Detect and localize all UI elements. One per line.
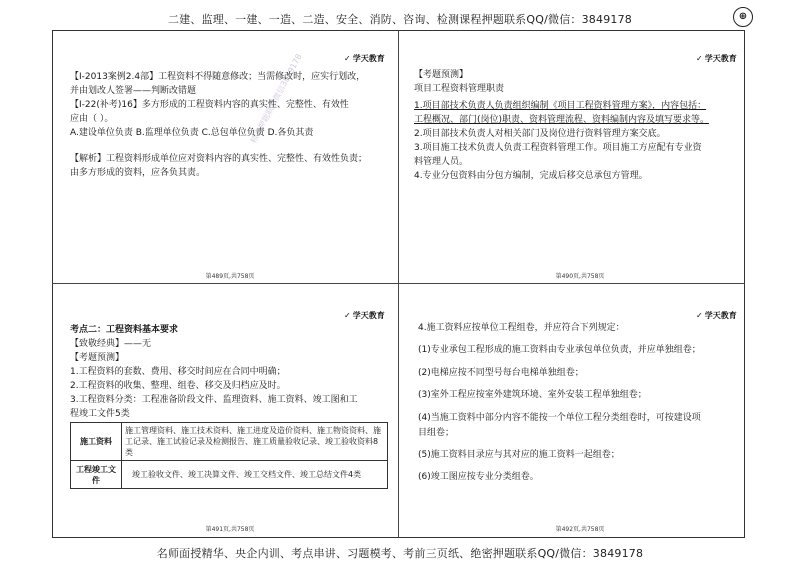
q4-line: (2)电梯应按不同型号每台电梯单独组卷； [418,367,584,378]
footer-banner: 名师面授精华、央企内训、考点串讲、习题模考、考前三页纸、绝密押题联系QQ/微信：3849178 [156,547,644,560]
q3-line: 【考题预测】 [70,353,125,363]
table-body-cell: 施工管理资料、施工技术资料、施工进度及造价资料、施工物资资料、施工记录、施工试验记录及检测报告、施工质量验收记录、竣工验收资料8类 [122,423,388,461]
q2-line: 料管理人员。 [414,157,469,167]
q4-line: 目组卷； [418,427,455,438]
q1-line: 【Ⅰ-22(补考)16】多方形成的工程资料内容的真实性、完整性、有效性 [70,100,349,110]
q4-line: (5)施工资料目录应与其对应的施工资料一起组卷； [418,449,620,460]
q4-line: (1)专业承包工程形成的施工资料由专业承包单位负责，并应单独组卷； [418,345,701,356]
table-head-cell: 工程竣工文件 [71,461,122,489]
brand-logo-text: 学天教育 [704,54,737,63]
vertical-divider [398,30,399,538]
table-row [71,423,388,461]
brand-logo [696,310,737,321]
q3-line: 1.工程资料的套数、费用、移交时间应在合同中明确； [70,367,286,377]
header-banner: 二建、监理、一建、一造、二造、安全、消防、咨询、检测课程押题联系QQ/微信：3849178 [167,13,632,26]
q3-line: 【致敬经典】——无 [70,339,152,349]
brand-mark-icon: ✓ [696,54,703,63]
brand-logo [696,53,737,64]
slide-q3 [70,323,390,489]
q3-heading: 考点二：工程资料基本要求 [70,325,179,335]
table-head-cell: 施工资料 [71,423,122,461]
slide-q1 [70,70,390,180]
q3-line: 3.工程资料分类：工程准备阶段文件、监理资料、施工资料、竣工图和工 [70,395,358,405]
q1-analysis: 【解析】工程资料形成单位应对资料内容的真实性、完整性、有效性负责； [70,154,368,164]
q4-line: (6)竣工图应按专业分类组卷。 [418,472,539,483]
q2-line: 1.项目部技术负责人负责组织编制《项目工程资料管理方案》，内容包括： [414,101,707,111]
brand-logo-text: 学天教育 [352,311,385,320]
q2-line: 2.项目部技术负责人对相关部门及岗位进行资料管理方案交底。 [414,129,666,139]
page-number: 第492页,共758页 [555,526,605,533]
brand-logo [344,53,385,64]
q4-line: 4.施工资料应按单位工程组卷，并应符合下列规定： [418,323,625,333]
q2-line: 【考题预测】 [414,70,469,80]
brand-logo-text: 学天教育 [704,311,737,320]
q1-line: 应由（ ）。 [70,114,114,124]
slide-q2 [414,68,734,183]
brand-mark-icon: ✓ [344,311,351,320]
q3-line: 2.工程资料的收集、整理、组卷、移交及归档应及时。 [70,381,286,391]
q1-line: 【Ⅰ-2013案例2.4部】工程资料不得随意修改；当需修改时，应实行划改， [70,72,366,82]
q2-line: 工程概况、部门(岗位)职责、资料管理流程、资料编制内容及填写要求等。 [414,115,710,125]
corner-logo-icon: ⊕ [733,7,753,27]
q3-line: 程竣工文件5类 [70,409,130,419]
page-number: 第491页,共758页 [205,526,255,533]
page-number: 第490页,共758页 [555,273,605,280]
brand-mark-icon: ✓ [344,54,351,63]
q4-line: (3)室外工程应按室外建筑环境、室外安装工程单独组卷； [418,390,647,401]
q1-analysis: 由多方形成的资料，应各负其责。 [70,168,206,178]
brand-logo-text: 学天教育 [352,54,385,63]
table-row [71,461,388,489]
brand-mark-icon: ✓ [696,311,703,320]
classification-table [70,422,388,489]
page-number: 第489页,共758页 [205,273,255,280]
q2-line: 3.项目施工技术负责人负责工程资料管理工作。项目施工方应配有专业资 [414,143,702,153]
brand-logo [344,310,385,321]
q1-line: 并由划改人签署——判断改错题 [70,86,197,96]
watermark: 精准押题联系微信3849178 [248,52,304,145]
q4-line: (4)当施工资料中部分内容不能按一个单位工程分类组卷时，可按建设项 [418,412,701,423]
q2-line: 4.专业分包资料由分包方编制，完成后移交总承包方管理。 [414,171,648,181]
slide-q4 [418,322,738,494]
table-body-cell: 竣工验收文件、竣工决算文件、竣工交档文件、竣工总结文件4类 [122,461,388,489]
horizontal-divider [52,283,745,284]
q2-line: 项目工程资料管理职责 [414,84,505,94]
q1-options: A.建设单位负责 B.监理单位负责 C.总包单位负责 D.各负其责 [70,128,314,138]
